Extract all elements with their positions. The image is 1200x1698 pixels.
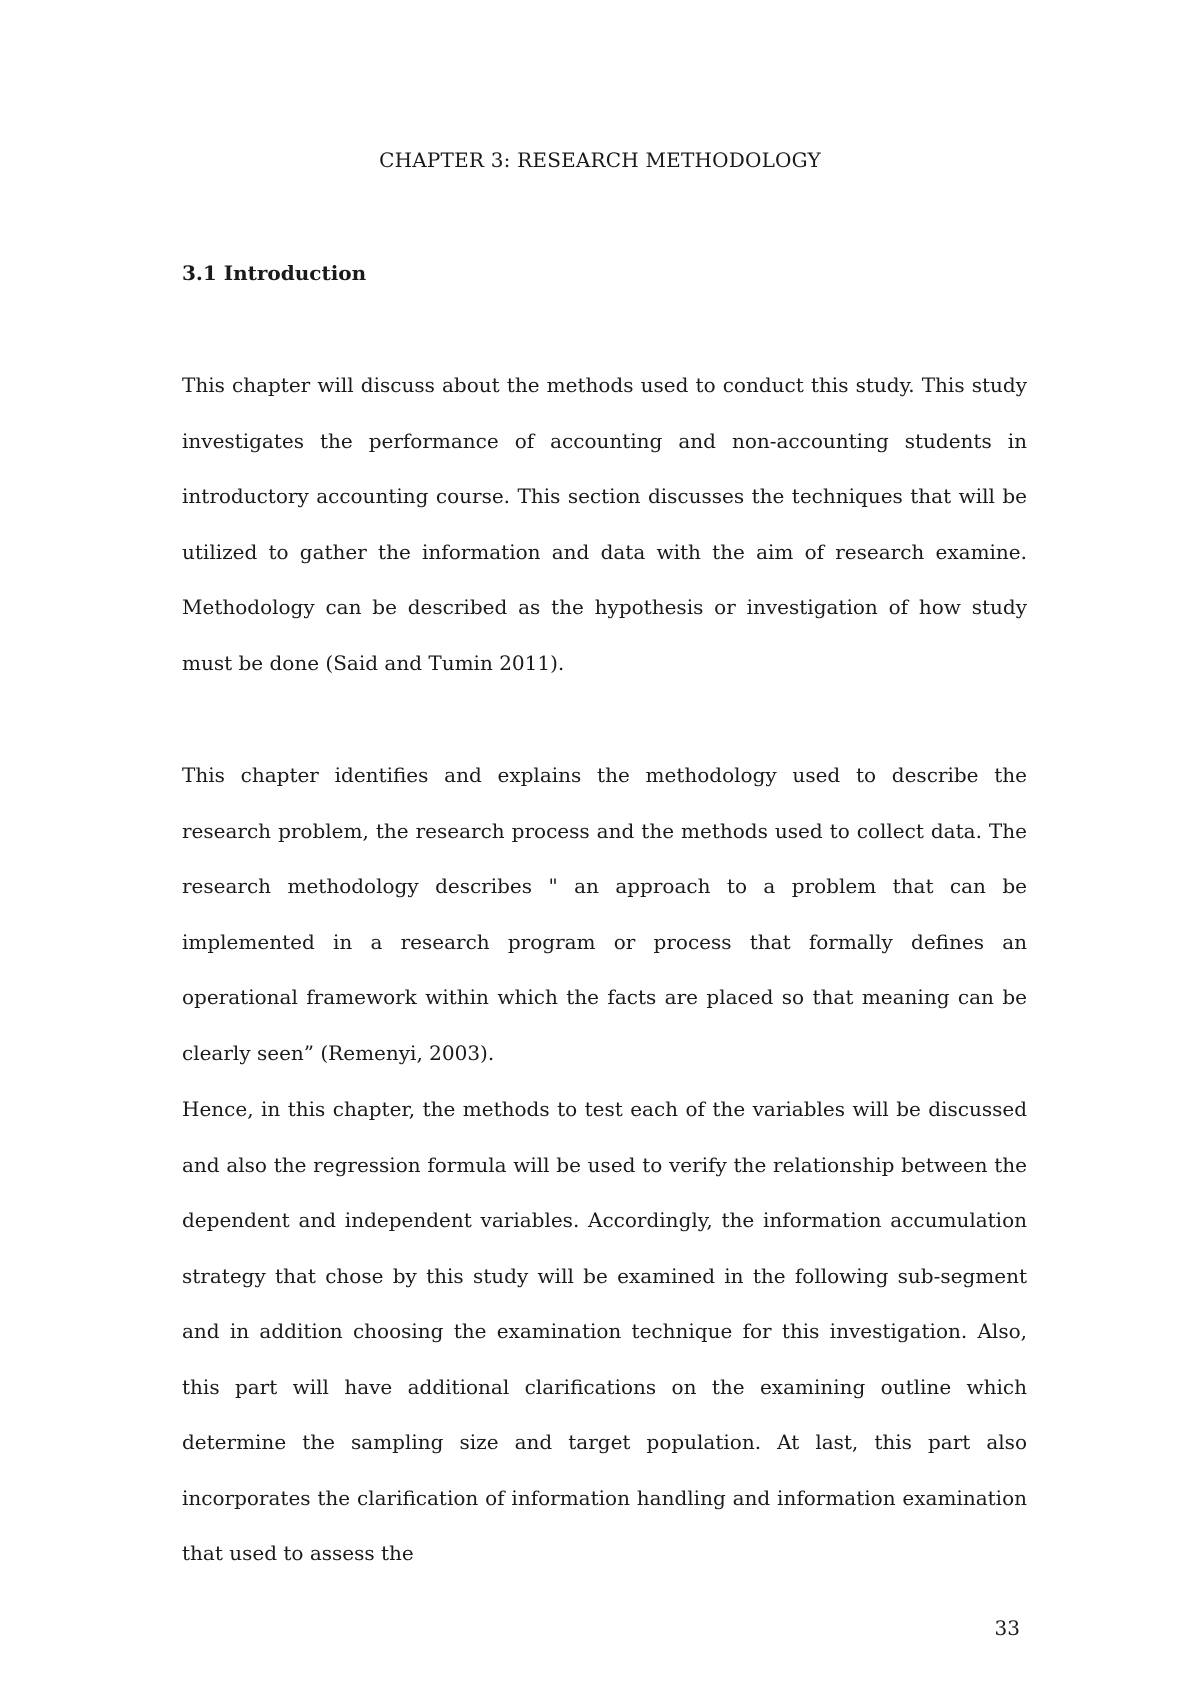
section-heading: 3.1 Introduction <box>182 261 367 285</box>
page-number: 33 <box>994 1616 1020 1640</box>
chapter-title: CHAPTER 3: RESEARCH METHODOLOGY <box>379 148 821 172</box>
paragraph-2: This chapter identifies and explains the methodology used to describe the research problem, the research process and the methods used to collect data. The research methodology describes " an approach to a problem that can be implemented in a research program or process that formally defines an operational framework within which the facts are placed so that meaning can be clearly seen” (Remenyi, 2003). <box>182 763 1027 1065</box>
paragraph-3: Hence, in this chapter, the methods to test each of the variables will be discussed and also the regression formula will be used to verify the relationship between the dependent and independent variables. Accordingly, the information accumulation strategy that chose by this study will be examined in the following sub-segment and in addition choosing the examination technique for this investigation. Also, this part will have additional clarifications on the examining outline which determine the sampling size and target population. At last, this part also incorporates the clarification of information handling and information examination that used to assess the <box>182 1097 1027 1565</box>
paragraph-1: This chapter will discuss about the methods used to conduct this study. This study investigates the performance of accounting and non-accounting students in introductory accounting course. This section discusses the techniques that will be utilized to gather the information and data with the aim of research examine. Methodology can be described as the hypothesis or investigation of how study must be done (Said and Tumin 2011). <box>182 373 1027 675</box>
